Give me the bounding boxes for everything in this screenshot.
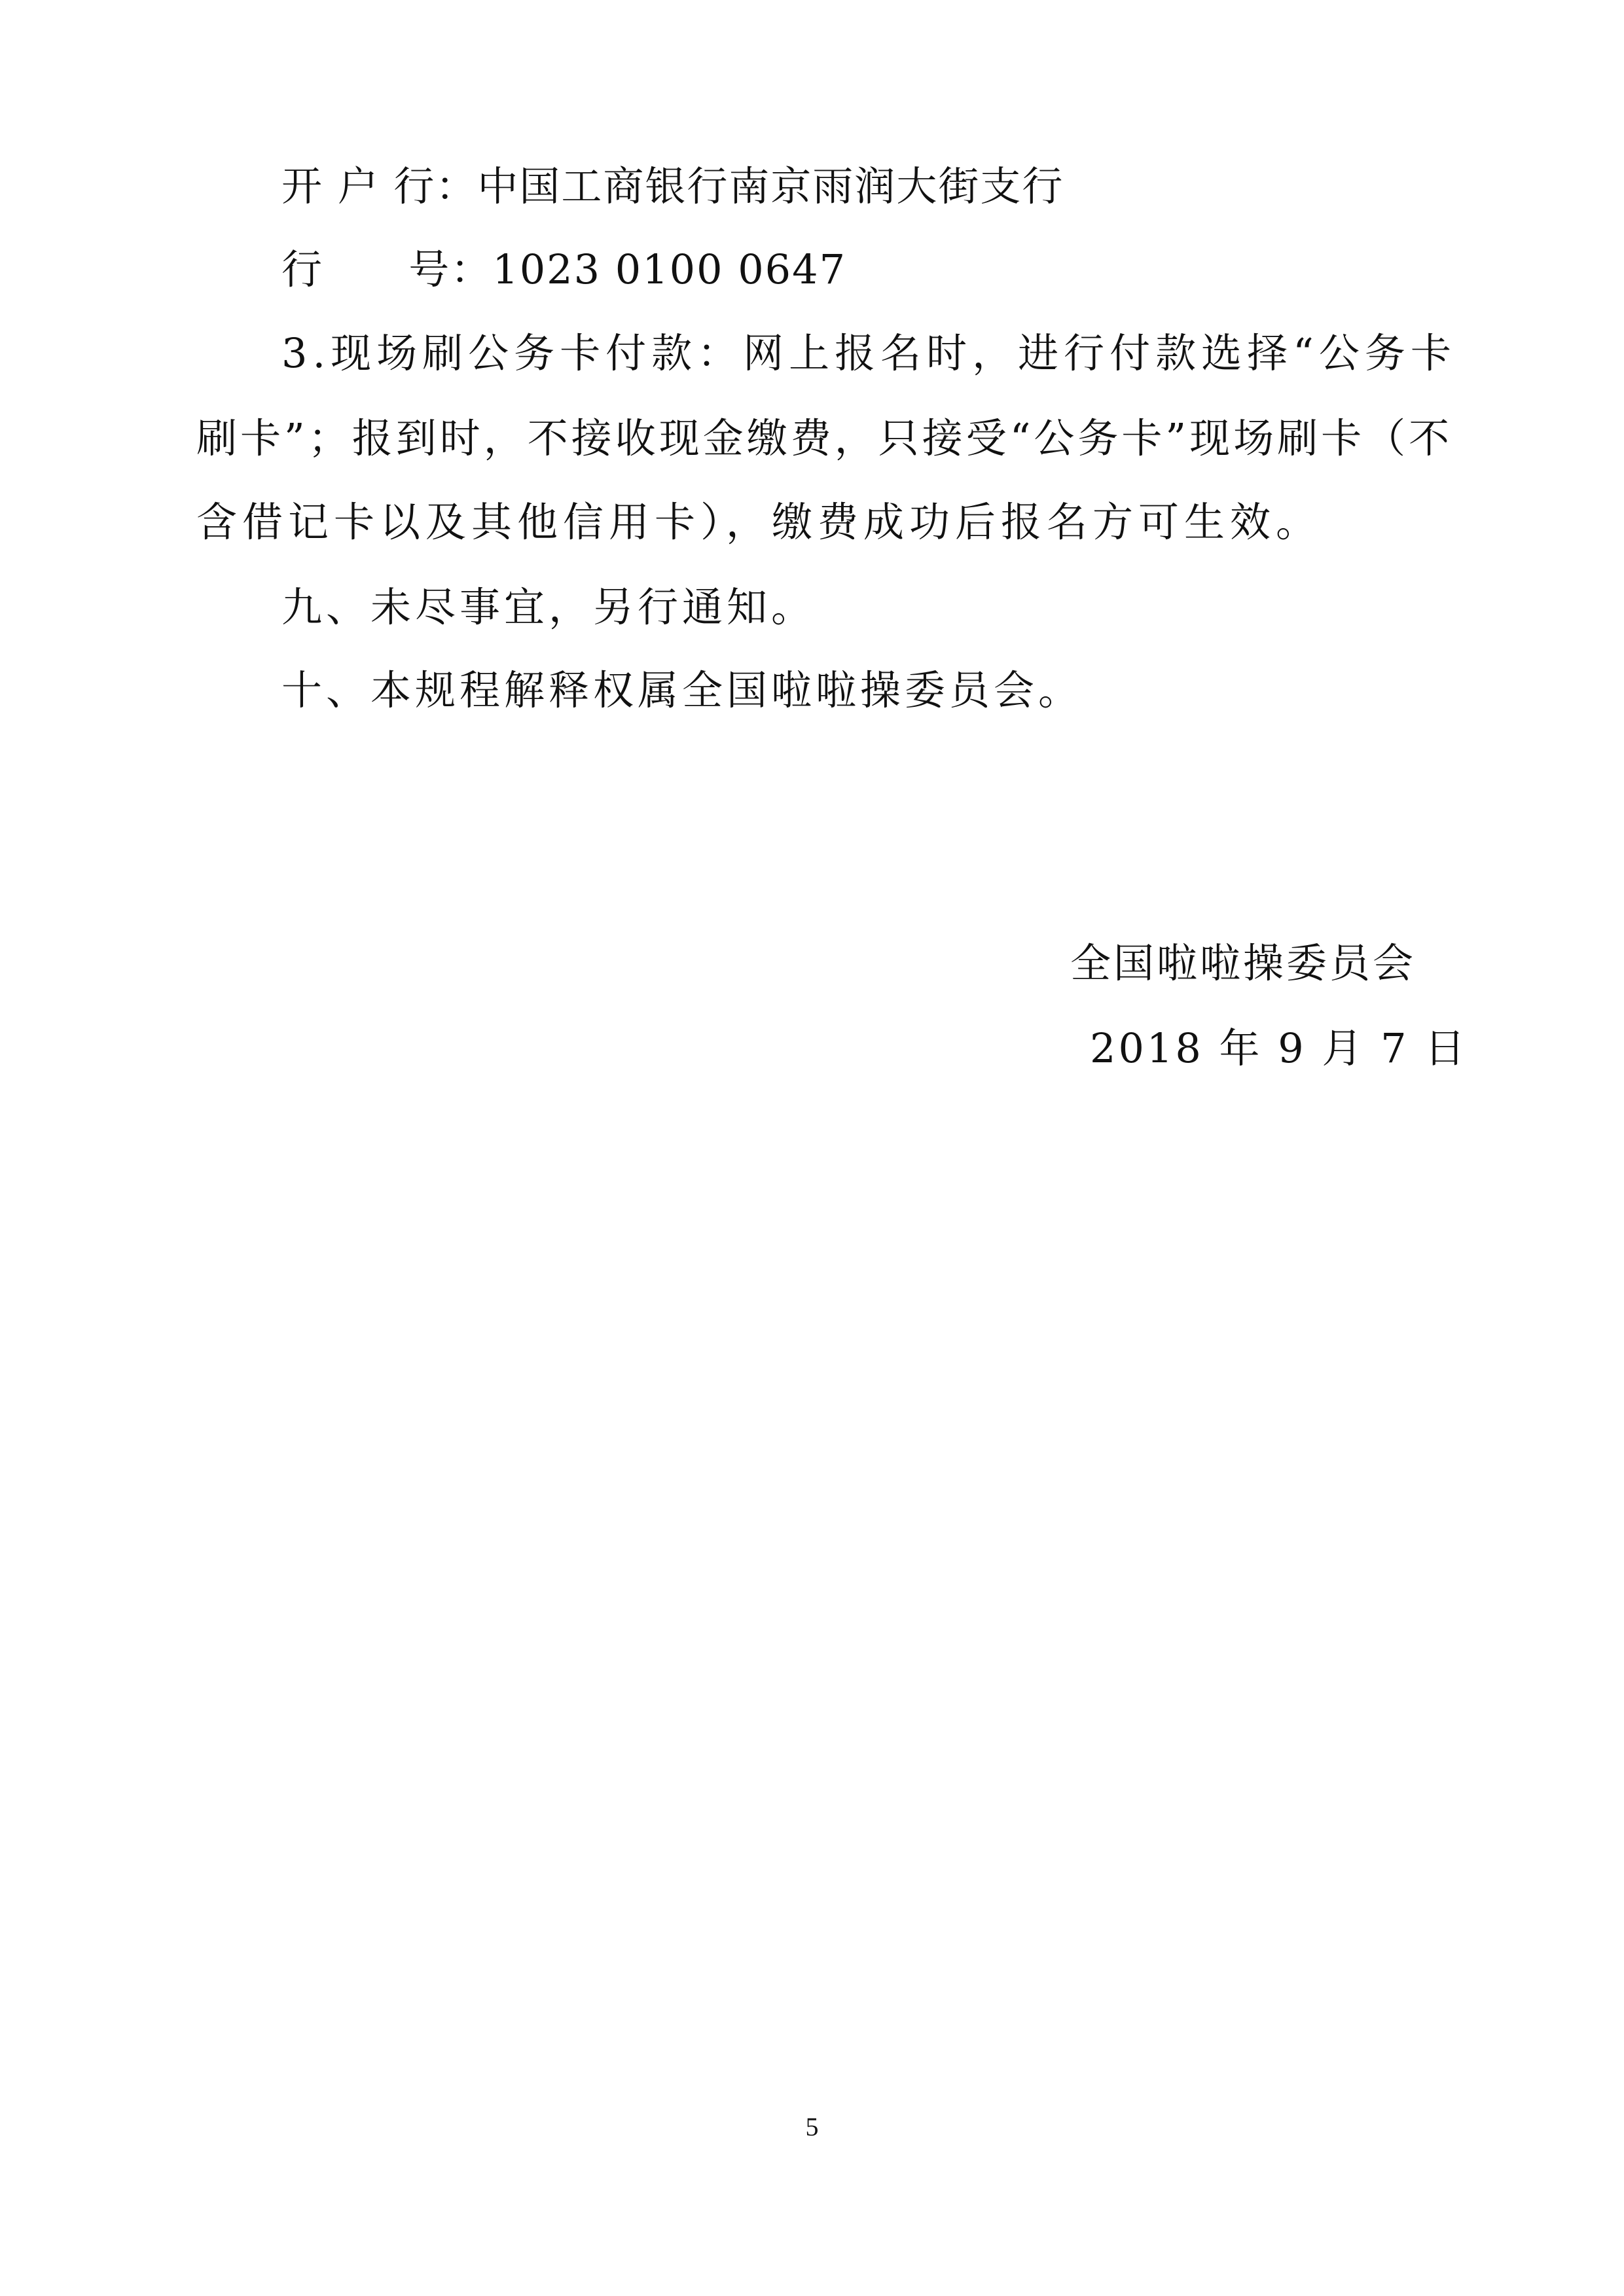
payment-method-3-line3: 含借记卡以及其他信用卡），缴费成功后报名方可生效。 [196,498,1322,546]
bank-code-label: 行 号： [281,245,493,293]
clause-nine: 九、未尽事宜，另行通知。 [281,583,816,631]
payment-method-3-line1: 3.现场刷公务卡付款：网上报名时，进行付款选择“公务卡 [281,329,1456,377]
bank-name-value: 中国工商银行南京雨润大街支行 [477,162,1064,210]
signature-date: 2018 年 9 月 7 日 [1090,1024,1468,1072]
payment-method-3-line2: 刷卡”；报到时，不接收现金缴费，只接受“公务卡”现场刷卡（不 [196,414,1453,462]
bank-name-line [281,160,1064,213]
bank-code-value: 1023 0100 0647 [492,245,847,293]
bank-code-line [281,243,846,296]
clause-ten: 十、本规程解释权属全国啦啦操委员会。 [281,666,1083,714]
bank-name-label: 开 户 行： [281,162,478,210]
page-number: 5 [805,2112,819,2142]
signature-organization: 全国啦啦操委员会 [1070,939,1416,987]
